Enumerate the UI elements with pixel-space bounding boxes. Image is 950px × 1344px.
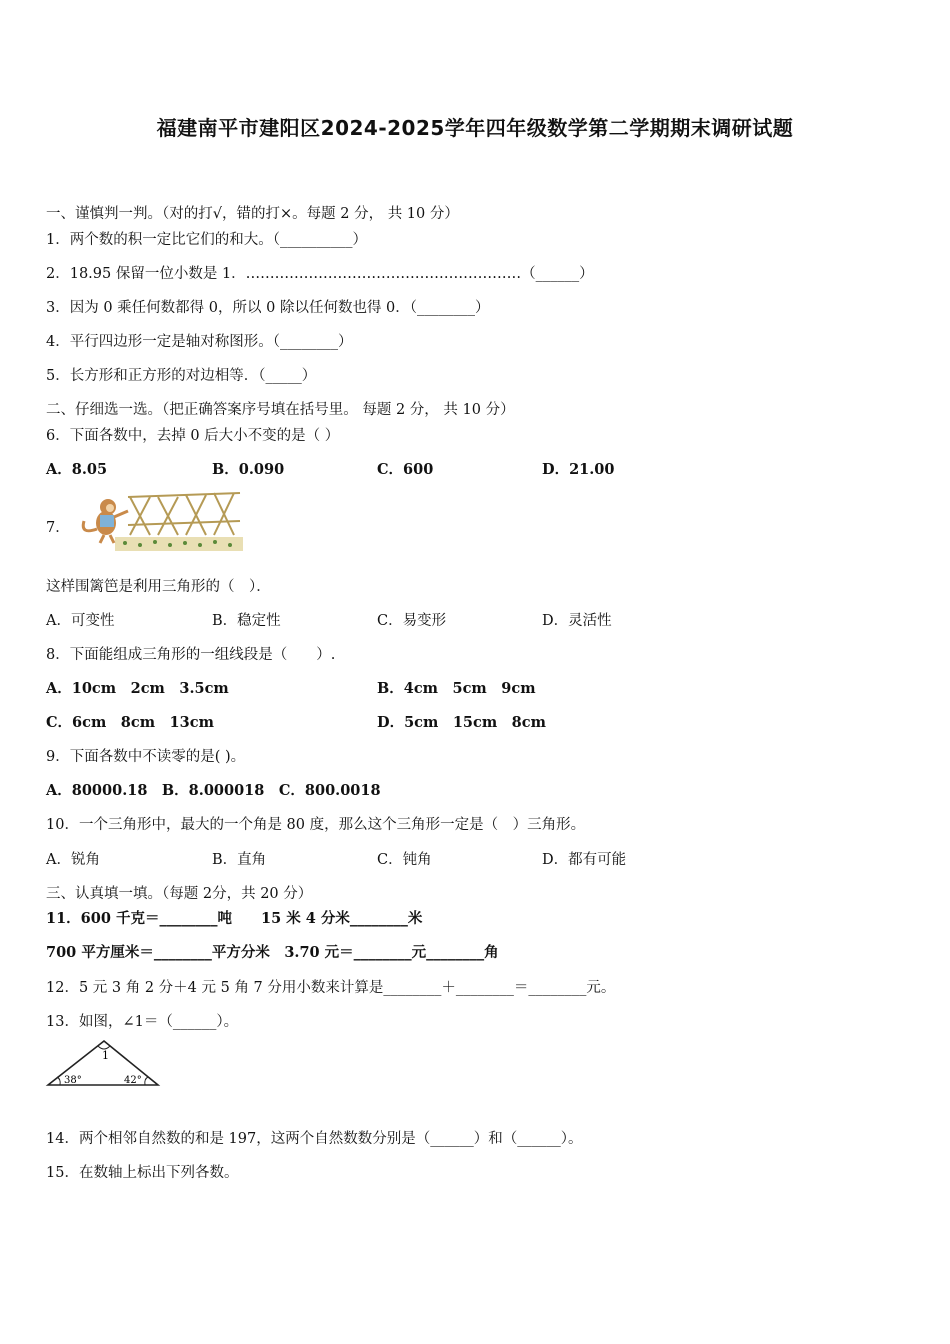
question-11-line-1: 11．600 千克＝________吨 15 米 4 分米________米 — [46, 910, 423, 927]
q10-option-a: A．锐角 — [46, 852, 100, 868]
section-1-heading: 一、谨慎判一判。（对的打√，错的打×。每题 2 分， 共 10 分） — [46, 206, 459, 222]
triangle-figure — [44, 1036, 162, 1088]
question-6: 6．下面各数中，去掉 0 后大小不变的是（ ） — [46, 428, 340, 444]
q6-option-b: B．0.090 — [212, 461, 285, 478]
q8-option-b: B．4cm 5cm 9cm — [377, 680, 536, 697]
question-3: 3．因为 0 乘任何数都得 0，所以 0 除以任何数也得 0．（________） — [46, 300, 490, 316]
angle-42-label: 42° — [124, 1075, 142, 1086]
q7-option-d: D．灵活性 — [542, 613, 612, 629]
q7-option-b: B．稳定性 — [212, 613, 281, 629]
section-3-heading: 三、认真填一填。（每题 2分，共 20 分） — [46, 886, 313, 902]
q6-option-c: C．600 — [377, 461, 434, 478]
q10-option-c: C．钝角 — [377, 852, 432, 868]
question-10: 10．一个三角形中，最大的一个角是 80 度，那么这个三角形一定是（ ）三角形。 — [46, 817, 586, 833]
question-13: 13．如图，∠1＝（______）。 — [46, 1014, 239, 1030]
q6-option-a: A．8.05 — [46, 461, 108, 478]
section-2-heading: 二、仔细选一选。（把正确答案序号填在括号里。 每题 2 分， 共 10 分） — [46, 402, 515, 418]
q8-option-d: D．5cm 15cm 8cm — [377, 714, 546, 731]
question-12: 12．5 元 3 角 2 分＋4 元 5 角 7 分用小数来计算是________＋________＝________元。 — [46, 980, 616, 996]
question-8: 8．下面能组成三角形的一组线段是（ ）. — [46, 647, 336, 663]
question-1: 1．两个数的积一定比它们的和大。（__________） — [46, 232, 367, 248]
fence-illustration — [70, 485, 245, 555]
question-11-line-2: 700 平方厘米＝________平方分米 3.70 元＝________元________角 — [46, 944, 499, 961]
question-9: 9．下面各数中不读零的是( )。 — [46, 749, 246, 765]
question-15: 15．在数轴上标出下列各数。 — [46, 1165, 239, 1181]
question-14: 14．两个相邻自然数的和是 197，这两个自然数数分别是（______）和（______）。 — [46, 1131, 583, 1147]
angle-38-label: 38° — [64, 1075, 82, 1086]
q8-option-c: C．6cm 8cm 13cm — [46, 714, 214, 731]
question-4: 4．平行四边形一定是轴对称图形。（________） — [46, 334, 353, 350]
angle-1-label: 1 — [102, 1049, 109, 1062]
question-7-text: 这样围篱笆是利用三角形的（ ）． — [46, 579, 271, 595]
q8-option-a: A．10cm 2cm 3.5cm — [46, 680, 229, 697]
q7-option-a: A．可变性 — [46, 613, 115, 629]
q10-option-b: B．直角 — [212, 852, 267, 868]
question-2: 2．18.95 保留一位小数是 1．…………………………………………………（______） — [46, 266, 594, 282]
q7-option-c: C．易变形 — [377, 613, 447, 629]
q6-option-d: D．21.00 — [542, 461, 615, 478]
question-7-number: 7． — [46, 520, 70, 536]
page-title: 福建南平市建阳区2024-2025学年四年级数学第二学期期末调研试题 — [156, 116, 794, 140]
q9-options: A．80000.18 B．8.000018 C．800.0018 — [46, 782, 381, 799]
question-5: 5．长方形和正方形的对边相等．（_____） — [46, 368, 317, 384]
q10-option-d: D．都有可能 — [542, 852, 627, 868]
